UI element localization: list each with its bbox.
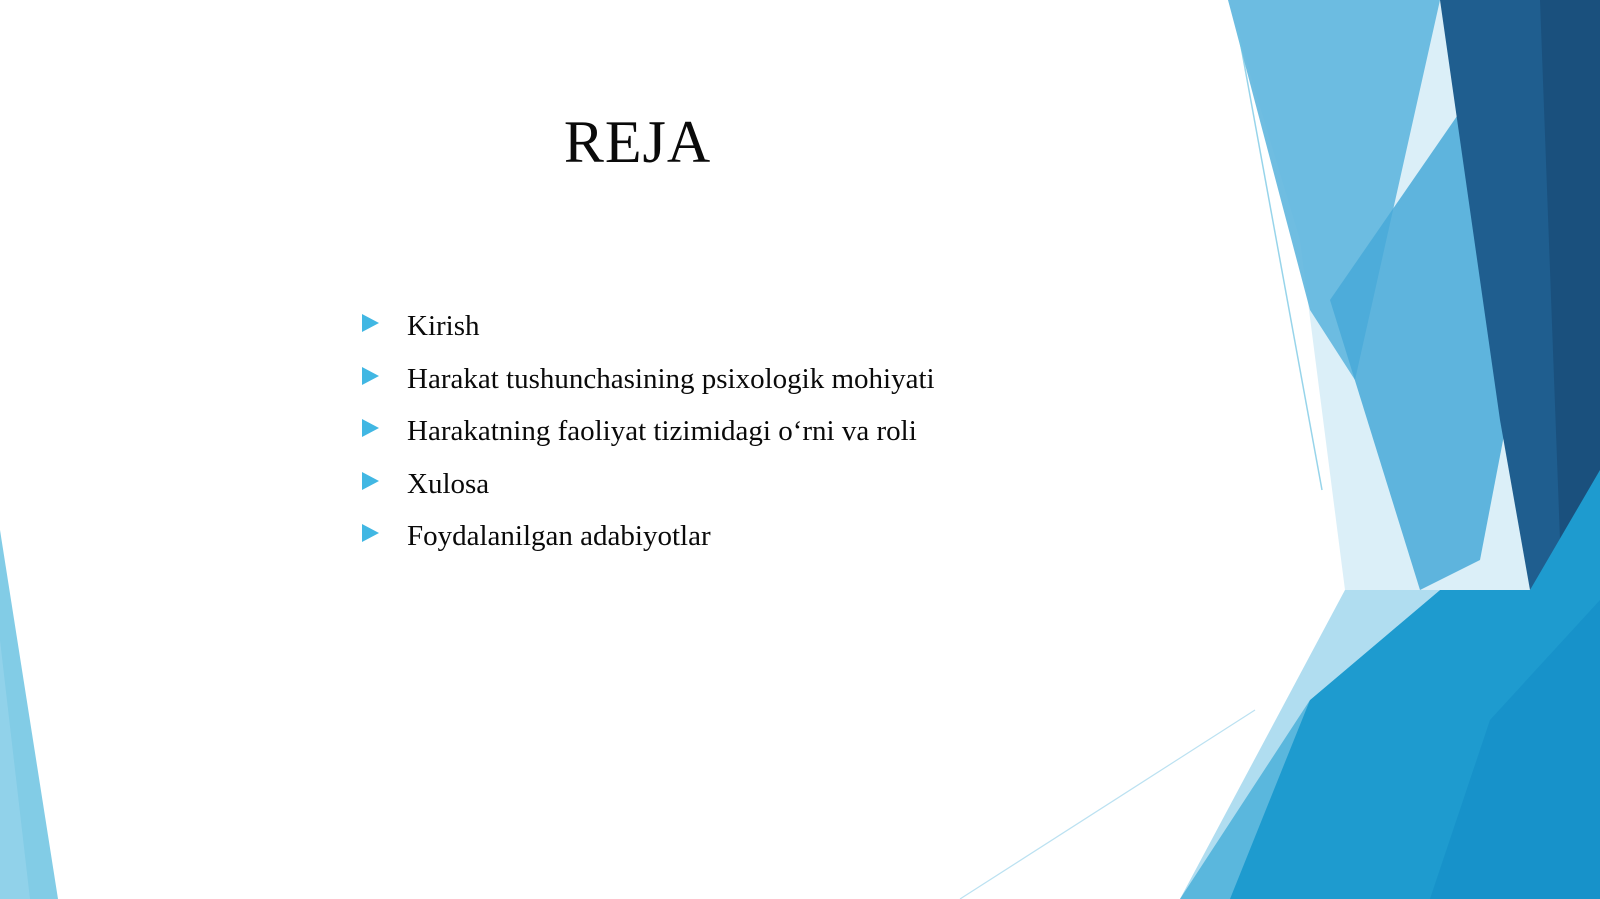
triangle-right-icon — [362, 367, 379, 385]
bullet-text: Harakatning faoliyat tizimidagi o‘rni va roli — [407, 415, 917, 447]
bullet-text: Harakat tushunchasining psixologik mohiyati — [407, 362, 935, 395]
slide-title: REJA — [563, 109, 712, 175]
bullet-text: Foydalanilgan adabiyotlar — [407, 520, 711, 552]
triangle-right-icon — [362, 524, 379, 542]
triangle-right-icon — [362, 472, 379, 490]
triangle-right-icon — [362, 419, 379, 437]
bullet-text: Kirish — [407, 310, 480, 342]
bullet-text: Xulosa — [407, 467, 490, 500]
triangle-right-icon — [362, 314, 379, 332]
